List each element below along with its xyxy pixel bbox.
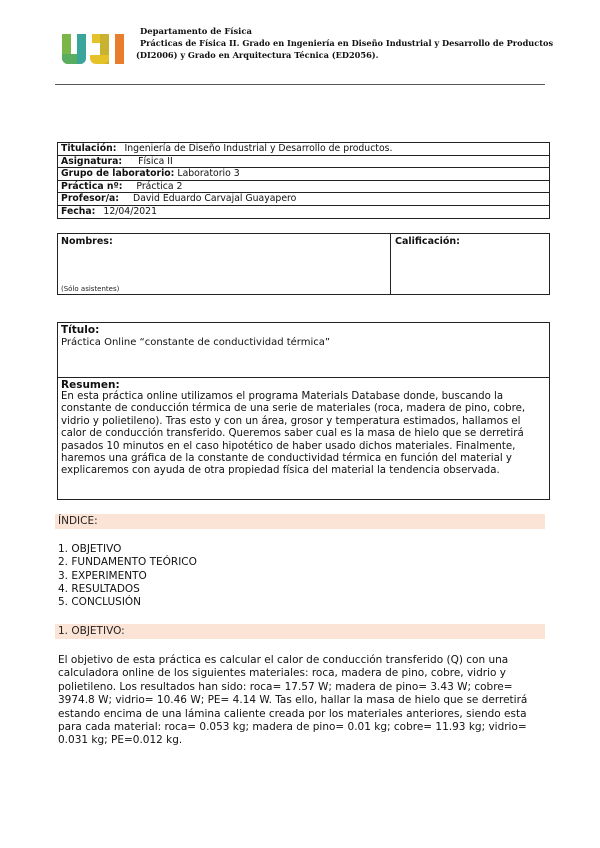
index-item: 4. RESULTADOS: [58, 582, 140, 595]
index-item: 5. CONCLUSIÓN: [58, 596, 142, 609]
info-label: Titulación:: [61, 143, 117, 154]
logo-j-hook: [90, 55, 109, 64]
index-list: [58, 543, 197, 609]
names-label: Nombres:: [61, 236, 113, 247]
names-note: (Sólo asistentes): [61, 285, 120, 293]
info-value: 12/04/2021: [103, 205, 157, 217]
title-label: Título:: [61, 324, 100, 336]
index-heading: ÍNDICE:: [55, 514, 545, 529]
info-row-fecha: [58, 206, 549, 219]
info-value: Física II: [138, 155, 173, 167]
info-label: Profesor/a:: [61, 193, 120, 204]
resumen-section: [58, 378, 549, 479]
info-row-profesor: [58, 193, 549, 206]
header-course-line: Prácticas de Física II. Grado en Ingeniería en Diseño Industrial y Desarrollo de Productos: [140, 38, 554, 48]
objetivo-heading: 1. OBJETIVO:: [55, 624, 545, 639]
resumen-label: Resumen:: [61, 379, 120, 391]
info-label: Grupo de laboratorio:: [61, 168, 175, 179]
index-item: 2. FUNDAMENTO TEÓRICO: [58, 556, 197, 569]
names-box: [57, 233, 550, 295]
header-divider: [55, 84, 545, 85]
header-course-line-2: (DI2006) y Grado en Arquitectura Técnica (ED2056).: [136, 50, 379, 60]
page-header: [62, 26, 554, 70]
info-label: Fecha:: [61, 205, 96, 217]
info-row-titulacion: [58, 143, 549, 156]
title-value: Práctica Online “constante de conductividad térmica”: [61, 337, 331, 348]
info-label: Práctica nº:: [61, 180, 123, 192]
info-value: Ingeniería de Diseño Industrial y Desarrollo de productos.: [124, 143, 393, 154]
info-row-grupo: [58, 168, 549, 181]
objetivo-text: El objetivo de esta práctica es calcular el calor de conducción transferido (Q) con una calculadora online de los siguientes materiales: roca, madera de pino, cobre, vidrio y polietileno. Los resultados han sido: roca= 17.57 W; madera de pino= 3.43 W; cobre= 3974.8 W; vidrio= 10.46 W; PE= 4.14 W. Tas ello, hallar la masa de hielo que se derretirá estando encima de una lámina caliente creada por los materiales anteriores, siendo esta para cada material: roca= 0.053 kg; madera de pino= 0.01 kg; cobre= 11.93 kg; vidrio= 0.031 kg; PE=0.012 kg.: [58, 654, 528, 747]
names-cell: [58, 234, 391, 294]
uji-logo: [62, 32, 136, 66]
info-value: David Eduardo Carvajal Guayapero: [133, 193, 297, 204]
info-table: [57, 142, 550, 219]
header-department: Departamento de Física: [140, 26, 252, 36]
info-value: Práctica 2: [136, 180, 183, 192]
logo-i-stem: [115, 34, 124, 64]
info-row-asignatura: [58, 156, 549, 169]
index-item: 1. OBJETIVO: [58, 543, 122, 555]
index-item: 3. EXPERIMENTO: [58, 569, 147, 582]
grade-label: Calificación:: [395, 236, 460, 247]
info-label: Asignatura:: [61, 155, 123, 167]
logo-u-right: [77, 34, 86, 64]
resumen-text: En esta práctica online utilizamos el programa Materials Database donde, buscando la constante de conducción térmica de una serie de materiales (roca, madera de pino, cobre, vidrio y polietileno). Tras esto y con un área, grosor y temperatura estimados, hallamos el calor de conducción transferido. Queremos saber cual es la masa de hielo que se derretirá pasados 10 minutos en el caso hipotético de haber usado dichos materiales. Finalmente, haremos una gráfica de la constante de conductividad térmica en función del material y explicaremos con ayuda de otra propiedad física del material la tendencia observada.: [61, 391, 526, 477]
title-section: [58, 323, 549, 378]
info-value: Laboratorio 3: [177, 168, 240, 179]
info-row-practica: [58, 181, 549, 194]
title-summary-box: [57, 322, 550, 500]
